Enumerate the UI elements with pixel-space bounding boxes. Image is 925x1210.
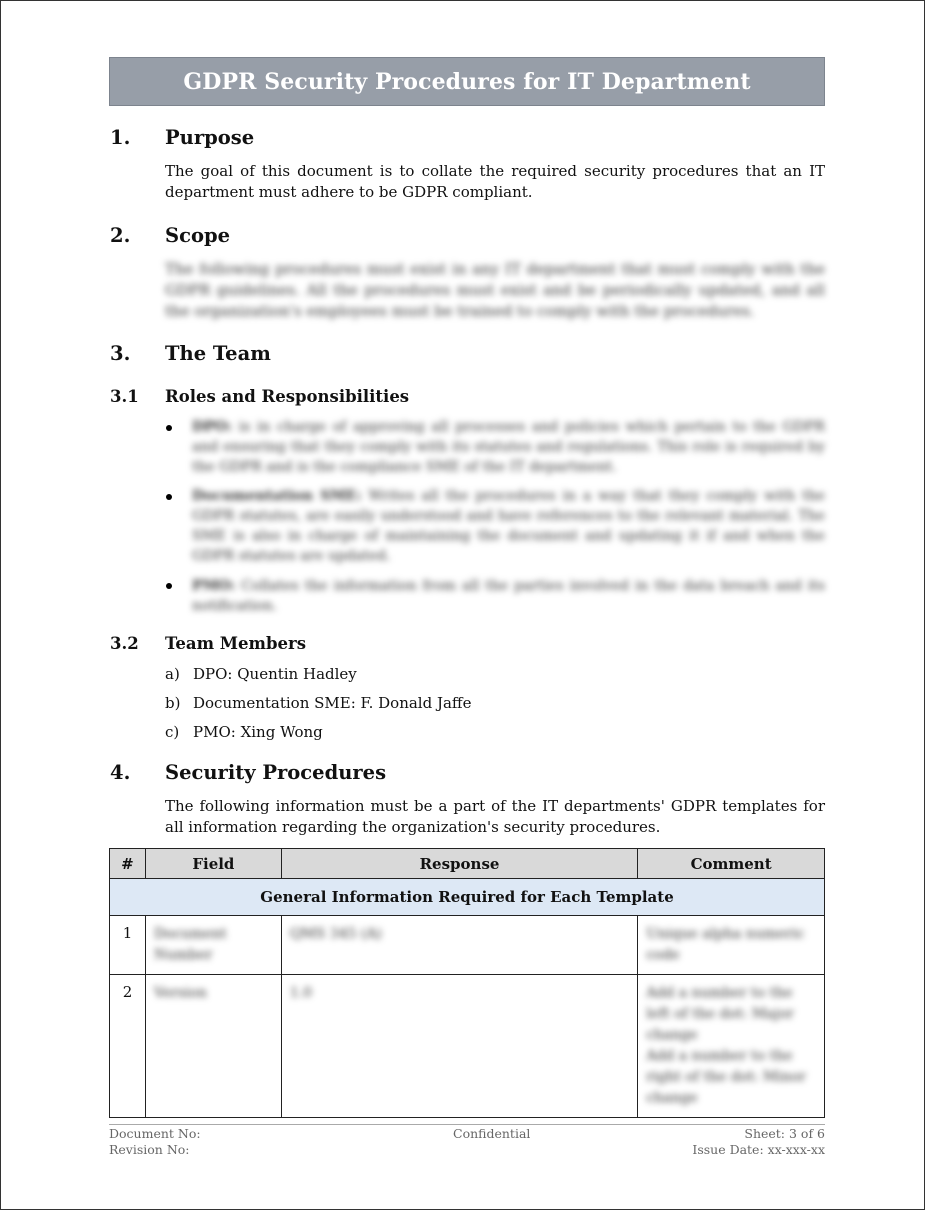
column-header-comment: Comment	[638, 849, 825, 879]
section-number: 4.	[110, 761, 131, 784]
row-comment: Unique alpha numeric code	[638, 916, 825, 975]
role-description: Writes all the procedures in a way that they comply with the GDPR statutes, are easily understood and have references to the relevant material. The SME is also in charge of maintaining the document and updating it if and when the GDPR statutes are updated.	[192, 488, 825, 564]
table-header-row	[110, 849, 825, 879]
bullet-icon	[166, 425, 172, 431]
section-title: The Team	[165, 342, 271, 365]
footer-revision-no: Revision No:	[109, 1142, 190, 1157]
column-header-field: Field	[145, 849, 281, 879]
list-item-text: DPO: Quentin Hadley	[193, 665, 357, 683]
subsection-title: Roles and Responsibilities	[165, 387, 410, 406]
subsection-title: Team Members	[165, 634, 307, 653]
scope-paragraph: The following procedures must exist in any IT department that must comply with the GDPR guidelines. All the procedures must exist and be periodically updated, and all the organization's employees must be trained to comply with the procedures.	[165, 260, 825, 320]
bullet-icon	[166, 494, 172, 500]
row-index: 2	[110, 975, 146, 1118]
row-field: Document Number	[145, 916, 281, 975]
role-term: Documentation SME:	[192, 488, 362, 504]
list-item-text: Documentation SME: F. Donald Jaffe	[193, 694, 472, 712]
list-item-label: c)	[165, 723, 180, 741]
row-response: QMS 345 (A)	[281, 916, 637, 975]
footer-sheet: Sheet: 3 of 6	[744, 1126, 825, 1141]
role-term: DPO:	[192, 419, 233, 435]
list-item-label: a)	[165, 665, 180, 683]
role-item-documentation-sme	[192, 486, 825, 566]
row-comment: Add a number to the left of the dot: Major change Add a number to the right of the dot: Minor change	[638, 975, 825, 1118]
bullet-icon	[166, 583, 172, 589]
row-response: 1.0	[281, 975, 637, 1118]
section-title: Purpose	[165, 126, 255, 149]
footer-divider	[109, 1124, 825, 1125]
list-item-text: PMO: Xing Wong	[193, 723, 323, 741]
section-title: Scope	[165, 224, 231, 247]
purpose-paragraph: The goal of this document is to collate the required security procedures that an IT department must adhere to be GDPR compliant.	[165, 162, 825, 201]
row-field: Version	[145, 975, 281, 1118]
section-title: Security Procedures	[165, 761, 387, 784]
column-header-number: #	[110, 849, 146, 879]
table-group-title: General Information Required for Each Template	[110, 879, 825, 916]
section-number: 1.	[110, 126, 131, 149]
role-item-dpo	[192, 417, 825, 477]
section-number: 2.	[110, 224, 131, 247]
role-description: Collates the information from all the parties involved in the data breach and its notification.	[192, 578, 825, 614]
subsection-number: 3.1	[110, 387, 139, 406]
table-row	[110, 975, 825, 1118]
column-header-response: Response	[281, 849, 637, 879]
role-term: PMO:	[192, 578, 236, 594]
subsection-number: 3.2	[110, 634, 139, 653]
section-number: 3.	[110, 342, 131, 365]
footer-confidential: Confidential	[453, 1126, 531, 1141]
footer-document-no: Document No:	[109, 1126, 201, 1141]
security-paragraph: The following information must be a part of the IT departments' GDPR templates for all information regarding the organization's security procedures.	[165, 797, 825, 836]
security-template-table	[109, 848, 825, 1118]
list-item-label: b)	[165, 694, 181, 712]
role-description: is in charge of approving all processes and policies which pertain to the GDPR and ensuring that they comply with its statutes and regulations. This role is required by the GDPR and is the compliance SME of the IT department.	[192, 419, 825, 475]
footer-issue-date: Issue Date: xx-xxx-xx	[692, 1142, 825, 1157]
table-row	[110, 916, 825, 975]
document-title: GDPR Security Procedures for IT Department	[109, 57, 825, 106]
role-item-pmo	[192, 576, 825, 616]
table-group-row	[110, 879, 825, 916]
row-index: 1	[110, 916, 146, 975]
